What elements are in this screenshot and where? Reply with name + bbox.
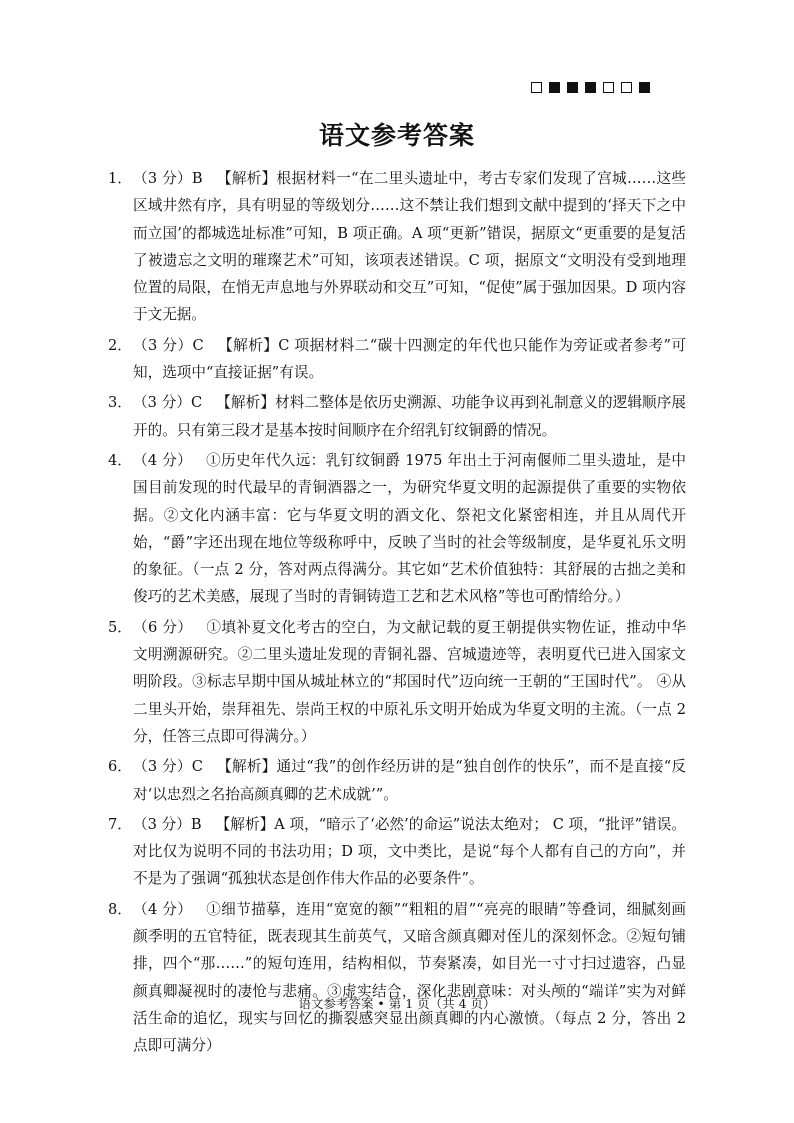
answer-body <box>133 896 686 1060</box>
answer-item <box>108 896 686 1060</box>
answer-body <box>133 811 686 893</box>
answer-score: （3 分）B <box>133 170 203 187</box>
answer-number: 2． <box>108 336 132 354</box>
answer-number: 6． <box>108 758 132 776</box>
answer-number: 1． <box>108 170 132 187</box>
answer-text: ①填补夏文化考古的空白，为文献记载的夏王朝提供实物佐证，推动中华文明溯源研究。②二里头遗址发现的青铜礼器、宫城遗迹等，表明夏代已进入国家文明阶段。③标志早期中国从城址林立的“邦国时代”迈向统一王朝的“王国时代”。 ④从二里头开始，崇拜祖先、崇尚王权的中原礼乐文明开始成为华夏文明的主流。（一点 2 分，任答三点即可得满分。） <box>133 618 686 745</box>
answer-score: （4 分） <box>133 451 193 469</box>
empty-square-mark <box>621 82 632 93</box>
filled-square-mark <box>585 82 596 93</box>
answer-text: 【解析】C 项据材料二“碳十四测定的年代也只能作为旁证或者参考”可知，选项中“直接证据”有误。 <box>133 336 686 382</box>
corner-marks <box>531 82 650 93</box>
answer-body <box>133 753 686 808</box>
answer-body <box>133 332 686 387</box>
answer-score: （3 分）B <box>133 815 202 833</box>
page-footer: 语文参考答案 • 第 1 页（共 4 页） <box>298 996 496 1011</box>
answer-score: （3 分）C <box>133 758 203 776</box>
answer-number: 7． <box>108 815 132 833</box>
answer-item <box>108 811 686 893</box>
answer-text: 【解析】材料二整体是依历史溯源、功能争议再到礼制意义的逻辑顺序展开的。只有第三段才是基本按时间顺序在介绍乳钉纹铜爵的情况。 <box>133 394 686 439</box>
answer-body <box>133 447 686 611</box>
answer-item <box>108 753 686 808</box>
empty-square-mark <box>531 82 542 93</box>
answer-item <box>108 389 686 444</box>
answer-body <box>133 614 686 750</box>
answer-score: （4 分） <box>133 900 193 918</box>
answer-number: 4． <box>108 451 132 469</box>
filled-square-mark <box>639 82 650 93</box>
answer-number: 5． <box>108 618 132 636</box>
answer-item <box>108 332 686 387</box>
answer-item <box>108 447 686 611</box>
answer-body <box>133 389 686 444</box>
answer-text: 【解析】根据材料一“在二里头遗址中，考古专家们发现了宫城……这些区域井然有序，具有明显的等级划分……这不禁让我们想到文献中提到的‘择天下之中而立国’的都城选址标准”可知，B 项正确。A 项“更新”错误，据原文“更重要的是复活了被遗忘之文明的璀璨艺术”可知，该项表述错误。C 项，据原文“文明没有受到地理位置的局限，在悄无声息地与外界联动和交互”可知，“促使”属于强加因果。D 项内容于文无据。 <box>133 170 686 324</box>
empty-square-mark <box>603 82 614 93</box>
answer-text: ①历史年代久远：乳钉纹铜爵 1975 年出土于河南偃师二里头遗址，是中国目前发现的时代最早的青铜酒器之一，为研究华夏文明的起源提供了重要的实物依据。②文化内涵丰富：它与华夏文明的酒文化、祭祀文化紧密相连，并且从周代开始，“爵”字还出现在地位等级称呼中，反映了当时的社会等级制度，是华夏礼乐文明的象征。（一点 2 分，答对两点得满分。其它如“艺术价值独特：其舒展的古拙之美和俊巧的艺术美感，展现了当时的青铜铸造工艺和艺术风格”等也可酌情给分。） <box>133 451 686 606</box>
answer-score: （6 分） <box>133 618 193 636</box>
answer-text: 【解析】A 项，“暗示了‘必然’的命运”说法太绝对； C 项，“批评”错误。对比仅为说明不同的书法功用；D 项，文中类比，是说“每个人都有自己的方向”，并不是为了强调“孤独状态是创作伟大作品的必要条件”。 <box>133 815 687 888</box>
answer-text: 【解析】通过“我”的创作经历讲的是“独自创作的快乐”，而不是直接“反对‘以忠烈之名抬高颜真卿的艺术成就’”。 <box>133 758 686 803</box>
answer-item <box>108 165 686 329</box>
page-title: 语文参考答案 <box>318 121 475 150</box>
answer-score: （3 分）C <box>133 394 203 412</box>
answer-body <box>133 165 686 329</box>
answer-text: ①细节描摹，连用“宽宽的额”“粗粗的眉”“亮亮的眼睛”等叠词，细腻刻画颜季明的五官特征，既表现其生前英气，又暗含颜真卿对侄儿的深刻怀念。②短句铺排，四个“那……”的短句连用，结构相似，节奏紧凑，如目光一寸寸扫过遗容，凸显颜真卿凝视时的凄怆与悲痛。③虚实结合，深化悲剧意味：对头颅的“端详”实为对鲜活生命的追忆，现实与回忆的撕裂感突显出颜真卿的内心激愤。（每点 2 分，答出 2 点即可满分） <box>133 900 686 1055</box>
filled-square-mark <box>549 82 560 93</box>
filled-square-mark <box>567 82 578 93</box>
answer-number: 3． <box>108 394 132 412</box>
answer-score: （3 分）C <box>133 336 204 354</box>
answer-item <box>108 614 686 750</box>
answer-number: 8． <box>108 900 132 918</box>
answer-list <box>108 165 686 1063</box>
